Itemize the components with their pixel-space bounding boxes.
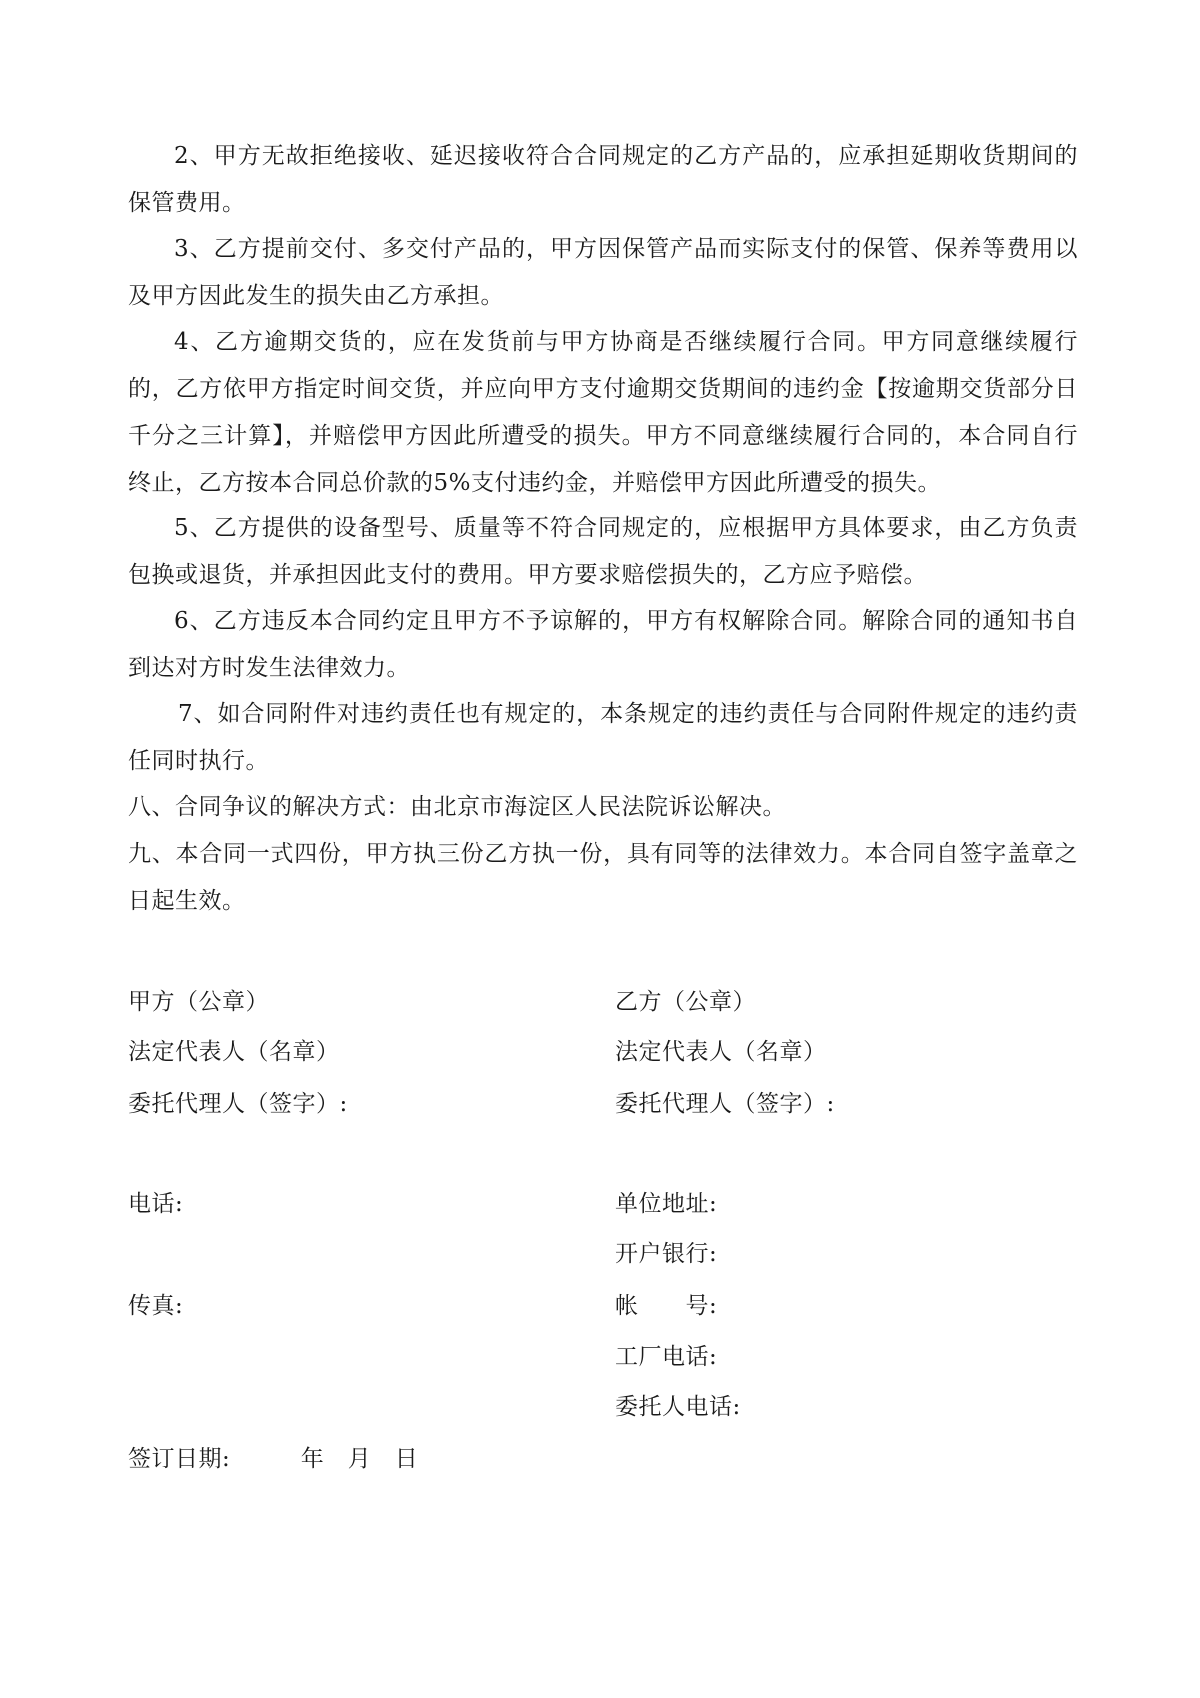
party-b-legal-rep-label: 法定代表人（名章） xyxy=(615,1039,827,1065)
clause-5: 5、乙方提供的设备型号、质量等不符合同规定的，应根据甲方具体要求，由乙方负责包换或退货，并承担因此支付的费用。甲方要求赔偿损失的，乙方应予赔偿。 xyxy=(128,515,1078,588)
party-a-legal-rep-label: 法定代表人（名章） xyxy=(128,1039,340,1065)
clause-4: 4、乙方逾期交货的，应在发货前与甲方协商是否继续履行合同。甲方同意继续履行的，乙方依甲方指定时间交货，并应向甲方支付逾期交货期间的违约金【按逾期交货部分日千分之三计算】，并赔偿甲方因此所遭受的损失。甲方不同意继续履行合同的，本合同自行终止，乙方按本合同总价款的5%支付违约金，并赔偿甲方因此所遭受的损失。 xyxy=(128,329,1078,496)
party-b-factory-phone-label: 工厂电话: xyxy=(615,1344,718,1370)
party-a-phone-label: 电话: xyxy=(128,1191,184,1217)
party-b-address-label: 单位地址: xyxy=(615,1191,718,1217)
party-b-client-phone-label: 委托人电话: xyxy=(615,1394,741,1420)
party-b-agent-label: 委托代理人（签字）: xyxy=(615,1091,835,1117)
party-b-account-label: 帐 号: xyxy=(615,1293,718,1319)
party-a-agent-label: 委托代理人（签字）: xyxy=(128,1091,348,1117)
party-a-seal-label: 甲方（公章） xyxy=(128,989,269,1015)
clause-2: 2、甲方无故拒绝接收、延迟接收符合合同规定的乙方产品的，应承担延期收货期间的保管费用。 xyxy=(128,143,1078,216)
party-b-seal-label: 乙方（公章） xyxy=(615,989,756,1015)
article-8-dispute-resolution: 八、合同争议的解决方式：由北京市海淀区人民法院诉讼解决。 xyxy=(128,794,786,820)
clause-3: 3、乙方提前交付、多交付产品的，甲方因保管产品而实际支付的保管、保养等费用以及甲方因此发生的损失由乙方承担。 xyxy=(128,236,1078,309)
sign-date-label: 签订日期: 年 月 日 xyxy=(128,1446,419,1472)
clause-6: 6、乙方违反本合同约定且甲方不予谅解的，甲方有权解除合同。解除合同的通知书自到达对方时发生法律效力。 xyxy=(128,608,1078,681)
party-a-fax-label: 传真: xyxy=(128,1293,184,1319)
party-b-bank-label: 开户银行: xyxy=(615,1241,718,1267)
article-9-copies: 九、本合同一式四份，甲方执三份乙方执一份，具有同等的法律效力。本合同自签字盖章之日起生效。 xyxy=(128,841,1078,914)
clause-7: 7、如合同附件对违约责任也有规定的，本条规定的违约责任与合同附件规定的违约责任同时执行。 xyxy=(128,701,1078,774)
